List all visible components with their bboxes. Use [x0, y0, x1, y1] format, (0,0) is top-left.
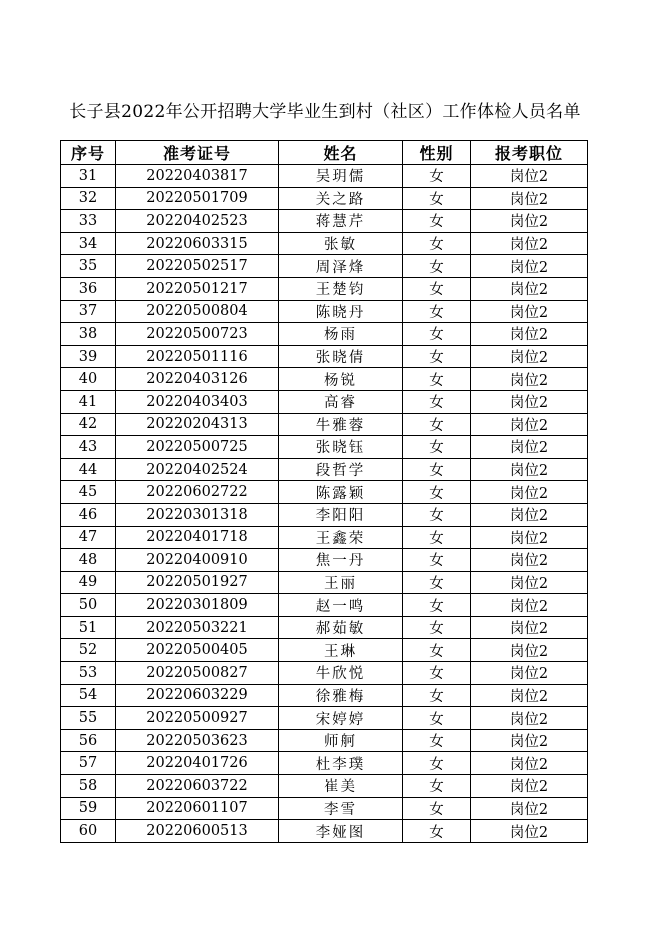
exam-id-cell: 20220503623: [116, 729, 279, 752]
position-cell: 岗位2: [471, 526, 588, 549]
seq-cell: 49: [61, 571, 116, 594]
exam-id-cell: 20220501927: [116, 571, 279, 594]
seq-cell: 57: [61, 752, 116, 775]
name-cell: 陈露颖: [279, 481, 403, 504]
table-row: [61, 594, 588, 617]
position-cell: 岗位2: [471, 752, 588, 775]
name-cell: 张晓倩: [279, 345, 403, 368]
header-position: 报考职位: [471, 141, 588, 165]
name-cell: 牛欣悦: [279, 662, 403, 685]
header-gender: 性别: [403, 141, 471, 165]
exam-id-cell: 20220402523: [116, 210, 279, 233]
exam-id-cell: 20220500725: [116, 436, 279, 459]
name-cell: 高睿: [279, 390, 403, 413]
gender-cell: 女: [403, 187, 471, 210]
gender-cell: 女: [403, 255, 471, 278]
table-row: [61, 323, 588, 346]
exam-id-cell: 20220602722: [116, 481, 279, 504]
table-row: [61, 662, 588, 685]
seq-cell: 40: [61, 368, 116, 391]
name-cell: 关之路: [279, 187, 403, 210]
exam-id-cell: 20220401726: [116, 752, 279, 775]
name-cell: 王丽: [279, 571, 403, 594]
exam-id-cell: 20220301809: [116, 594, 279, 617]
seq-cell: 47: [61, 526, 116, 549]
table-row: [61, 503, 588, 526]
gender-cell: 女: [403, 436, 471, 459]
position-cell: 岗位2: [471, 594, 588, 617]
position-cell: 岗位2: [471, 662, 588, 685]
position-cell: 岗位2: [471, 210, 588, 233]
table-row: [61, 684, 588, 707]
gender-cell: 女: [403, 820, 471, 843]
name-cell: 郝茹敏: [279, 616, 403, 639]
gender-cell: 女: [403, 684, 471, 707]
page-title: 长子县2022年公开招聘大学毕业生到村（社区）工作体检人员名单: [69, 102, 581, 122]
table-header-row: [61, 141, 588, 165]
name-cell: 陈晓丹: [279, 300, 403, 323]
table-row: [61, 775, 588, 798]
position-cell: 岗位2: [471, 481, 588, 504]
name-cell: 李雪: [279, 797, 403, 820]
seq-cell: 41: [61, 390, 116, 413]
gender-cell: 女: [403, 571, 471, 594]
seq-cell: 56: [61, 729, 116, 752]
exam-id-cell: 20220403817: [116, 165, 279, 188]
name-cell: 吴玥儒: [279, 165, 403, 188]
table-row: [61, 639, 588, 662]
seq-cell: 54: [61, 684, 116, 707]
name-cell: 崔美: [279, 775, 403, 798]
exam-id-cell: 20220501217: [116, 277, 279, 300]
name-cell: 杨雨: [279, 323, 403, 346]
gender-cell: 女: [403, 503, 471, 526]
table-row: [61, 277, 588, 300]
position-cell: 岗位2: [471, 549, 588, 572]
exam-id-cell: 20220301318: [116, 503, 279, 526]
table-row: [61, 616, 588, 639]
exam-id-cell: 20220503221: [116, 616, 279, 639]
gender-cell: 女: [403, 662, 471, 685]
exam-id-cell: 20220204313: [116, 413, 279, 436]
name-cell: 蒋慧芹: [279, 210, 403, 233]
gender-cell: 女: [403, 300, 471, 323]
gender-cell: 女: [403, 616, 471, 639]
seq-cell: 39: [61, 345, 116, 368]
seq-cell: 42: [61, 413, 116, 436]
name-cell: 师舸: [279, 729, 403, 752]
exam-id-cell: 20220403403: [116, 390, 279, 413]
gender-cell: 女: [403, 549, 471, 572]
exam-id-cell: 20220603315: [116, 232, 279, 255]
exam-id-cell: 20220600513: [116, 820, 279, 843]
name-cell: 王鑫荣: [279, 526, 403, 549]
seq-cell: 58: [61, 775, 116, 798]
position-cell: 岗位2: [471, 390, 588, 413]
position-cell: 岗位2: [471, 187, 588, 210]
position-cell: 岗位2: [471, 232, 588, 255]
table-row: [61, 345, 588, 368]
seq-cell: 45: [61, 481, 116, 504]
table-row: [61, 752, 588, 775]
table-row: [61, 232, 588, 255]
gender-cell: 女: [403, 390, 471, 413]
position-cell: 岗位2: [471, 639, 588, 662]
gender-cell: 女: [403, 639, 471, 662]
position-cell: 岗位2: [471, 345, 588, 368]
position-cell: 岗位2: [471, 684, 588, 707]
name-cell: 李阳阳: [279, 503, 403, 526]
seq-cell: 44: [61, 458, 116, 481]
name-cell: 宋婷婷: [279, 707, 403, 730]
position-cell: 岗位2: [471, 775, 588, 798]
exam-id-cell: 20220501116: [116, 345, 279, 368]
name-cell: 王琳: [279, 639, 403, 662]
table-row: [61, 797, 588, 820]
exam-id-cell: 20220501709: [116, 187, 279, 210]
table-body: [61, 165, 588, 843]
seq-cell: 60: [61, 820, 116, 843]
position-cell: 岗位2: [471, 300, 588, 323]
seq-cell: 35: [61, 255, 116, 278]
seq-cell: 38: [61, 323, 116, 346]
table-row: [61, 458, 588, 481]
gender-cell: 女: [403, 277, 471, 300]
seq-cell: 51: [61, 616, 116, 639]
seq-cell: 59: [61, 797, 116, 820]
name-cell: 王楚钧: [279, 277, 403, 300]
header-exam-id: 准考证号: [116, 141, 279, 165]
gender-cell: 女: [403, 458, 471, 481]
seq-cell: 36: [61, 277, 116, 300]
position-cell: 岗位2: [471, 571, 588, 594]
table-row: [61, 481, 588, 504]
candidate-table: [60, 140, 588, 843]
position-cell: 岗位2: [471, 729, 588, 752]
gender-cell: 女: [403, 729, 471, 752]
name-cell: 杜李璞: [279, 752, 403, 775]
exam-id-cell: 20220500804: [116, 300, 279, 323]
seq-cell: 34: [61, 232, 116, 255]
exam-id-cell: 20220603722: [116, 775, 279, 798]
exam-id-cell: 20220500827: [116, 662, 279, 685]
position-cell: 岗位2: [471, 707, 588, 730]
exam-id-cell: 20220402524: [116, 458, 279, 481]
seq-cell: 32: [61, 187, 116, 210]
position-cell: 岗位2: [471, 255, 588, 278]
name-cell: 段哲学: [279, 458, 403, 481]
seq-cell: 33: [61, 210, 116, 233]
name-cell: 周泽烽: [279, 255, 403, 278]
position-cell: 岗位2: [471, 436, 588, 459]
table-row: [61, 390, 588, 413]
table-row: [61, 187, 588, 210]
exam-id-cell: 20220500723: [116, 323, 279, 346]
exam-id-cell: 20220500927: [116, 707, 279, 730]
position-cell: 岗位2: [471, 797, 588, 820]
table-row: [61, 820, 588, 843]
position-cell: 岗位2: [471, 277, 588, 300]
position-cell: 岗位2: [471, 165, 588, 188]
seq-cell: 50: [61, 594, 116, 617]
gender-cell: 女: [403, 752, 471, 775]
gender-cell: 女: [403, 165, 471, 188]
exam-id-cell: 20220401718: [116, 526, 279, 549]
exam-id-cell: 20220502517: [116, 255, 279, 278]
name-cell: 李娅图: [279, 820, 403, 843]
position-cell: 岗位2: [471, 503, 588, 526]
gender-cell: 女: [403, 413, 471, 436]
exam-id-cell: 20220601107: [116, 797, 279, 820]
seq-cell: 46: [61, 503, 116, 526]
header-seq: 序号: [61, 141, 116, 165]
table-row: [61, 210, 588, 233]
gender-cell: 女: [403, 526, 471, 549]
gender-cell: 女: [403, 797, 471, 820]
seq-cell: 55: [61, 707, 116, 730]
seq-cell: 31: [61, 165, 116, 188]
table-row: [61, 300, 588, 323]
exam-id-cell: 20220403126: [116, 368, 279, 391]
gender-cell: 女: [403, 368, 471, 391]
name-cell: 张敏: [279, 232, 403, 255]
header-name: 姓名: [279, 141, 403, 165]
seq-cell: 48: [61, 549, 116, 572]
position-cell: 岗位2: [471, 323, 588, 346]
gender-cell: 女: [403, 775, 471, 798]
position-cell: 岗位2: [471, 368, 588, 391]
table-row: [61, 436, 588, 459]
gender-cell: 女: [403, 323, 471, 346]
gender-cell: 女: [403, 707, 471, 730]
gender-cell: 女: [403, 345, 471, 368]
name-cell: 张晓钰: [279, 436, 403, 459]
table-row: [61, 549, 588, 572]
table-row: [61, 571, 588, 594]
seq-cell: 53: [61, 662, 116, 685]
seq-cell: 52: [61, 639, 116, 662]
name-cell: 赵一鸣: [279, 594, 403, 617]
table-row: [61, 413, 588, 436]
seq-cell: 43: [61, 436, 116, 459]
name-cell: 徐雅梅: [279, 684, 403, 707]
seq-cell: 37: [61, 300, 116, 323]
position-cell: 岗位2: [471, 458, 588, 481]
gender-cell: 女: [403, 594, 471, 617]
name-cell: 牛雅蓉: [279, 413, 403, 436]
table-row: [61, 255, 588, 278]
table-row: [61, 526, 588, 549]
gender-cell: 女: [403, 210, 471, 233]
table-row: [61, 165, 588, 188]
gender-cell: 女: [403, 232, 471, 255]
position-cell: 岗位2: [471, 413, 588, 436]
name-cell: 焦一丹: [279, 549, 403, 572]
table-row: [61, 707, 588, 730]
exam-id-cell: 20220400910: [116, 549, 279, 572]
exam-id-cell: 20220603229: [116, 684, 279, 707]
position-cell: 岗位2: [471, 616, 588, 639]
gender-cell: 女: [403, 481, 471, 504]
exam-id-cell: 20220500405: [116, 639, 279, 662]
table-row: [61, 729, 588, 752]
name-cell: 杨锐: [279, 368, 403, 391]
table-row: [61, 368, 588, 391]
position-cell: 岗位2: [471, 820, 588, 843]
